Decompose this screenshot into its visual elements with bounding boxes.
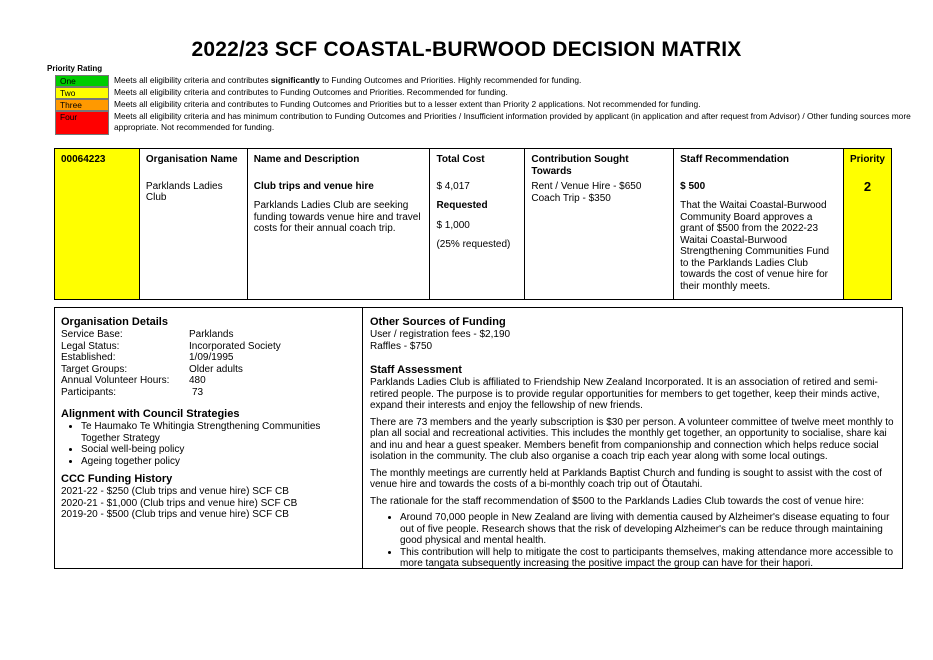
org-detail-row: Participants: 73	[61, 386, 204, 398]
list-item: • Around 70,000 people in New Zealand are living with dementia caused by Alzheimer's disease equating to four out of five people. Research shows that the risk of developing Alzheimer's can be reduce through maintaining good physical and mental health.	[400, 512, 894, 547]
funding-history-heading: CCC Funding History	[61, 473, 173, 485]
priority-header: Priority	[849, 154, 885, 165]
org-details-heading: Organisation Details	[61, 316, 168, 328]
decision-matrix-table	[54, 148, 892, 300]
priority-swatch-three: Three	[55, 99, 109, 111]
priority-rating-label: Priority Rating	[47, 64, 103, 73]
requested-percent: (25% requested)	[436, 239, 511, 250]
priority-description: Meets all eligibility criteria and contributes to Funding Outcomes and Priorities but to a lesser extent than Priority 2 applications. Not recommended for funding.	[114, 99, 701, 109]
priority-swatch-two: Two	[55, 87, 109, 99]
priority-description: Meets all eligibility criteria and has minimum contribution to Funding Outcomes and Priorities / Insufficient information provided by applicant (in application and after request from Advisor) / Other funding sources more appropriate. Not recommended for funding.	[114, 111, 911, 132]
other-sources-heading: Other Sources of Funding	[370, 316, 506, 328]
staff-recommendation-amount: $ 500	[680, 180, 706, 192]
project-name: Club trips and venue hire	[253, 180, 374, 192]
contribution-header: Contribution Sought Towards	[531, 154, 629, 177]
project-description: Parklands Ladies Club are seeking funding towards venue hire and travel costs for their annual coach trip.	[253, 200, 421, 234]
org-name-cell	[139, 149, 247, 300]
requested-label: Requested	[436, 200, 488, 211]
staff-recommendation-cell	[674, 149, 844, 300]
application-id: 00064223	[55, 149, 140, 300]
assessment-paragraph: Parklands Ladies Club is affiliated to Friendship New Zealand Incorporated. It is an association of retired and semi-retired people. The purpose is to provide regular opportunities for members to get together, keep their minds active, expand their interests and enjoy the fellowship of new friends.	[370, 377, 880, 411]
staff-recommendation-header: Staff Recommendation	[680, 154, 790, 165]
name-desc-header: Name and Description	[253, 154, 360, 165]
org-detail-row: Service Base: Parklands	[61, 329, 234, 340]
priority-swatch-one: One	[55, 75, 109, 87]
left-column	[55, 308, 363, 568]
alignment-heading: Alignment with Council Strategies	[61, 408, 240, 420]
name-desc-cell	[247, 149, 430, 300]
details-panel	[54, 307, 903, 569]
org-detail-row: Legal Status: Incorporated Society	[61, 340, 281, 352]
assessment-paragraph: The rationale for the staff recommendation of $500 to the Parklands Ladies Club towards the cost of venue hire:	[370, 495, 864, 507]
right-column	[363, 308, 902, 568]
page-title: 2022/23 SCF COASTAL-BURWOOD DECISION MATRIX	[191, 38, 742, 61]
list-item: Raffles - $750	[370, 340, 433, 352]
list-item: • Ageing together policy	[81, 456, 356, 468]
list-item: • Te Haumako Te Whitingia Strengthening Communities Together Strategy	[81, 421, 356, 444]
list-item: 2019-20 - $500 (Club trips and venue hire) SCF CB	[61, 509, 289, 520]
list-item: 2021-22 - $250 (Club trips and venue hire) SCF CB	[61, 486, 289, 497]
priority-cell	[843, 149, 891, 300]
list-item: • Social well-being policy	[81, 444, 356, 456]
assessment-paragraph: The monthly meetings are currently held at Parklands Baptist Church and funding is sought to assist with the cost of venue hire and towards the costs of a bi-monthly coach trip out of Ōtautahi.	[370, 467, 882, 490]
staff-assessment-heading: Staff Assessment	[370, 364, 462, 376]
requested-amount: $ 1,000	[436, 219, 470, 231]
staff-recommendation-text: That the Waitai Coastal-Burwood Community Board approves a grant of $500 from the 2022-23 Waitai Coastal-Burwood Strengthening Communities Fund to the Parklands Ladies Club towards the cost of venue hire for their monthly meets.	[680, 200, 830, 292]
org-name-header: Organisation Name	[145, 154, 238, 165]
contribution-cell	[525, 149, 674, 300]
total-cost-value: $ 4,017	[436, 180, 470, 192]
total-cost-cell	[430, 149, 525, 300]
total-cost-header: Total Cost	[436, 154, 485, 165]
priority-description: Meets all eligibility criteria and contributes significantly to Funding Outcomes and Priorities. Highly recommended for funding.	[114, 75, 582, 85]
org-detail-row: Annual Volunteer Hours: 480	[61, 375, 206, 386]
list-item: 2020-21 - $1,000 (Club trips and venue hire) SCF CB	[61, 497, 298, 509]
list-item: User / registration fees - $2,190	[370, 329, 511, 340]
assessment-paragraph: There are 73 members and the yearly subscription is $30 per person. A volunteer committee of twelve meet monthly to plan all social and recreational activities. This includes the monthly get together, an opportunity to socialise, share kai and inu and hear a guest speaker. Members benefit from companionship and connection which helps reduce social isolation in the community. The club also organise a coach trip each year along with some local outings.	[370, 416, 894, 462]
alignment-list	[61, 421, 356, 467]
list-item: • This contribution will help to mitigate the cost to participants themselves, making attendance more accessible to more tangata subsequently increasing the positive impact the group can have for their hapori.	[400, 547, 894, 570]
priority-value: 2	[863, 178, 872, 194]
priority-description: Meets all eligibility criteria and contributes to Funding Outcomes and Priorities. Recommended for funding.	[114, 87, 508, 97]
contribution-item: Rent / Venue Hire - $650	[531, 181, 642, 192]
org-name-value: Parklands Ladies Club	[145, 180, 223, 203]
contribution-item: Coach Trip - $350	[531, 192, 611, 204]
priority-swatch-four: Four	[55, 111, 109, 135]
rationale-list	[370, 512, 894, 570]
org-detail-row: Established: 1/09/1995	[61, 352, 234, 363]
org-detail-row: Target Groups: Older adults	[61, 363, 243, 375]
